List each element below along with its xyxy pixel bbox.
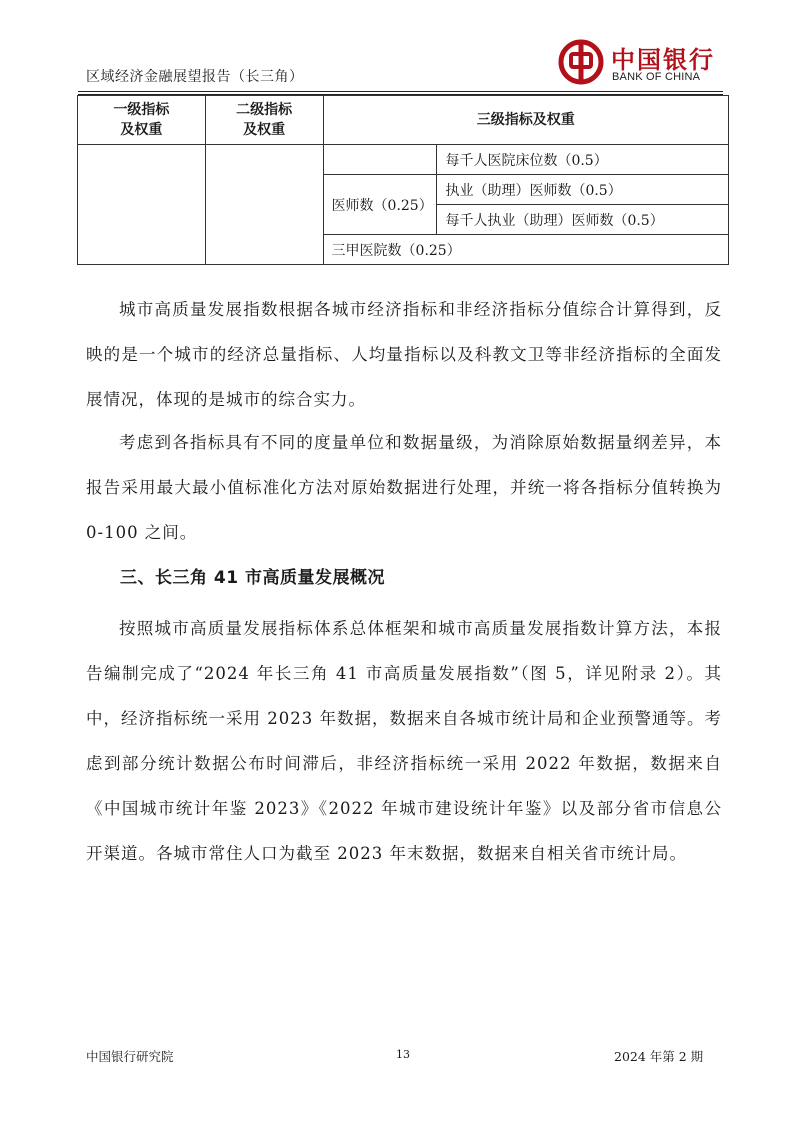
header-level2-line2: 及权重 — [243, 122, 286, 138]
level2-cell — [205, 145, 323, 265]
header-level1 — [78, 96, 206, 145]
header-level1-line1: 一级指标 — [113, 102, 170, 118]
practicing-doctors-cell: 执业（助理）医师数（0.5） — [437, 175, 729, 205]
header-level2 — [205, 96, 323, 145]
doctors-cell: 医师数（0.25） — [323, 175, 437, 235]
table-row — [78, 145, 729, 175]
header-divider — [78, 91, 723, 92]
logo-chinese-text: 中国银行 — [611, 45, 715, 74]
paragraph-index-definition: 城市高质量发展指数根据各城市经济指标和非经济指标分值综合计算得到，反映的是一个城市的经济总量指标、人均量指标以及科教文卫等非经济指标的全面发展情况，体现的是城市的综合实力。 — [86, 300, 722, 409]
page-number: 13 — [396, 1048, 410, 1061]
practicing-doctors-per-thousand-cell: 每千人执业（助理）医师数（0.5） — [437, 205, 729, 235]
header-level3: 三级指标及权重 — [323, 96, 728, 145]
logo-english-text: BANK OF CHINA — [612, 71, 701, 83]
footer-issue: 2024 年第 2 期 — [614, 1049, 704, 1064]
empty-cell — [323, 145, 437, 175]
hospital-beds-cell: 每千人医院床位数（0.5） — [437, 145, 729, 175]
bank-of-china-logo-icon — [557, 38, 605, 86]
bank-logo — [557, 38, 717, 88]
footer-institution: 中国银行研究院 — [86, 1049, 174, 1064]
paragraph-data-sources: 按照城市高质量发展指标体系总体框架和城市高质量发展指数计算方法，本报告编制完成了“2024 年长三角 41 市高质量发展指数”（图 5，详见附录 2）。其中，经济指标统一采用 2023 年数据，数据来自各城市统计局和企业预警通等。考虑到部分统计数据公布时间滞后，非经济指标统一采用 2022 年数据，数据来自《中国城市统计年鉴 2023》《2022 年城市建设统计年鉴》以及部分省市信息公开渠道。各城市常住人口为截至 2023 年末数据，数据来自相关省市统计局。 — [86, 619, 722, 863]
header-level2-line1: 二级指标 — [236, 102, 293, 118]
level1-cell — [78, 145, 206, 265]
paragraph-normalization: 考虑到各指标具有不同的度量单位和数据量级，为消除原始数据量纲差异，本报告采用最大最小值标准化方法对原始数据进行处理，并统一将各指标分值转换为 0-100 之间。 — [86, 433, 722, 542]
report-title: 区域经济金融展望报告（长三角） — [86, 69, 304, 85]
header-level1-line2: 及权重 — [120, 122, 163, 138]
indicator-table — [77, 95, 729, 265]
table-header-row — [78, 96, 729, 145]
section-heading: 三、长三角 41 市高质量发展概况 — [120, 568, 385, 588]
grade-a-hospitals-cell: 三甲医院数（0.25） — [323, 235, 728, 265]
